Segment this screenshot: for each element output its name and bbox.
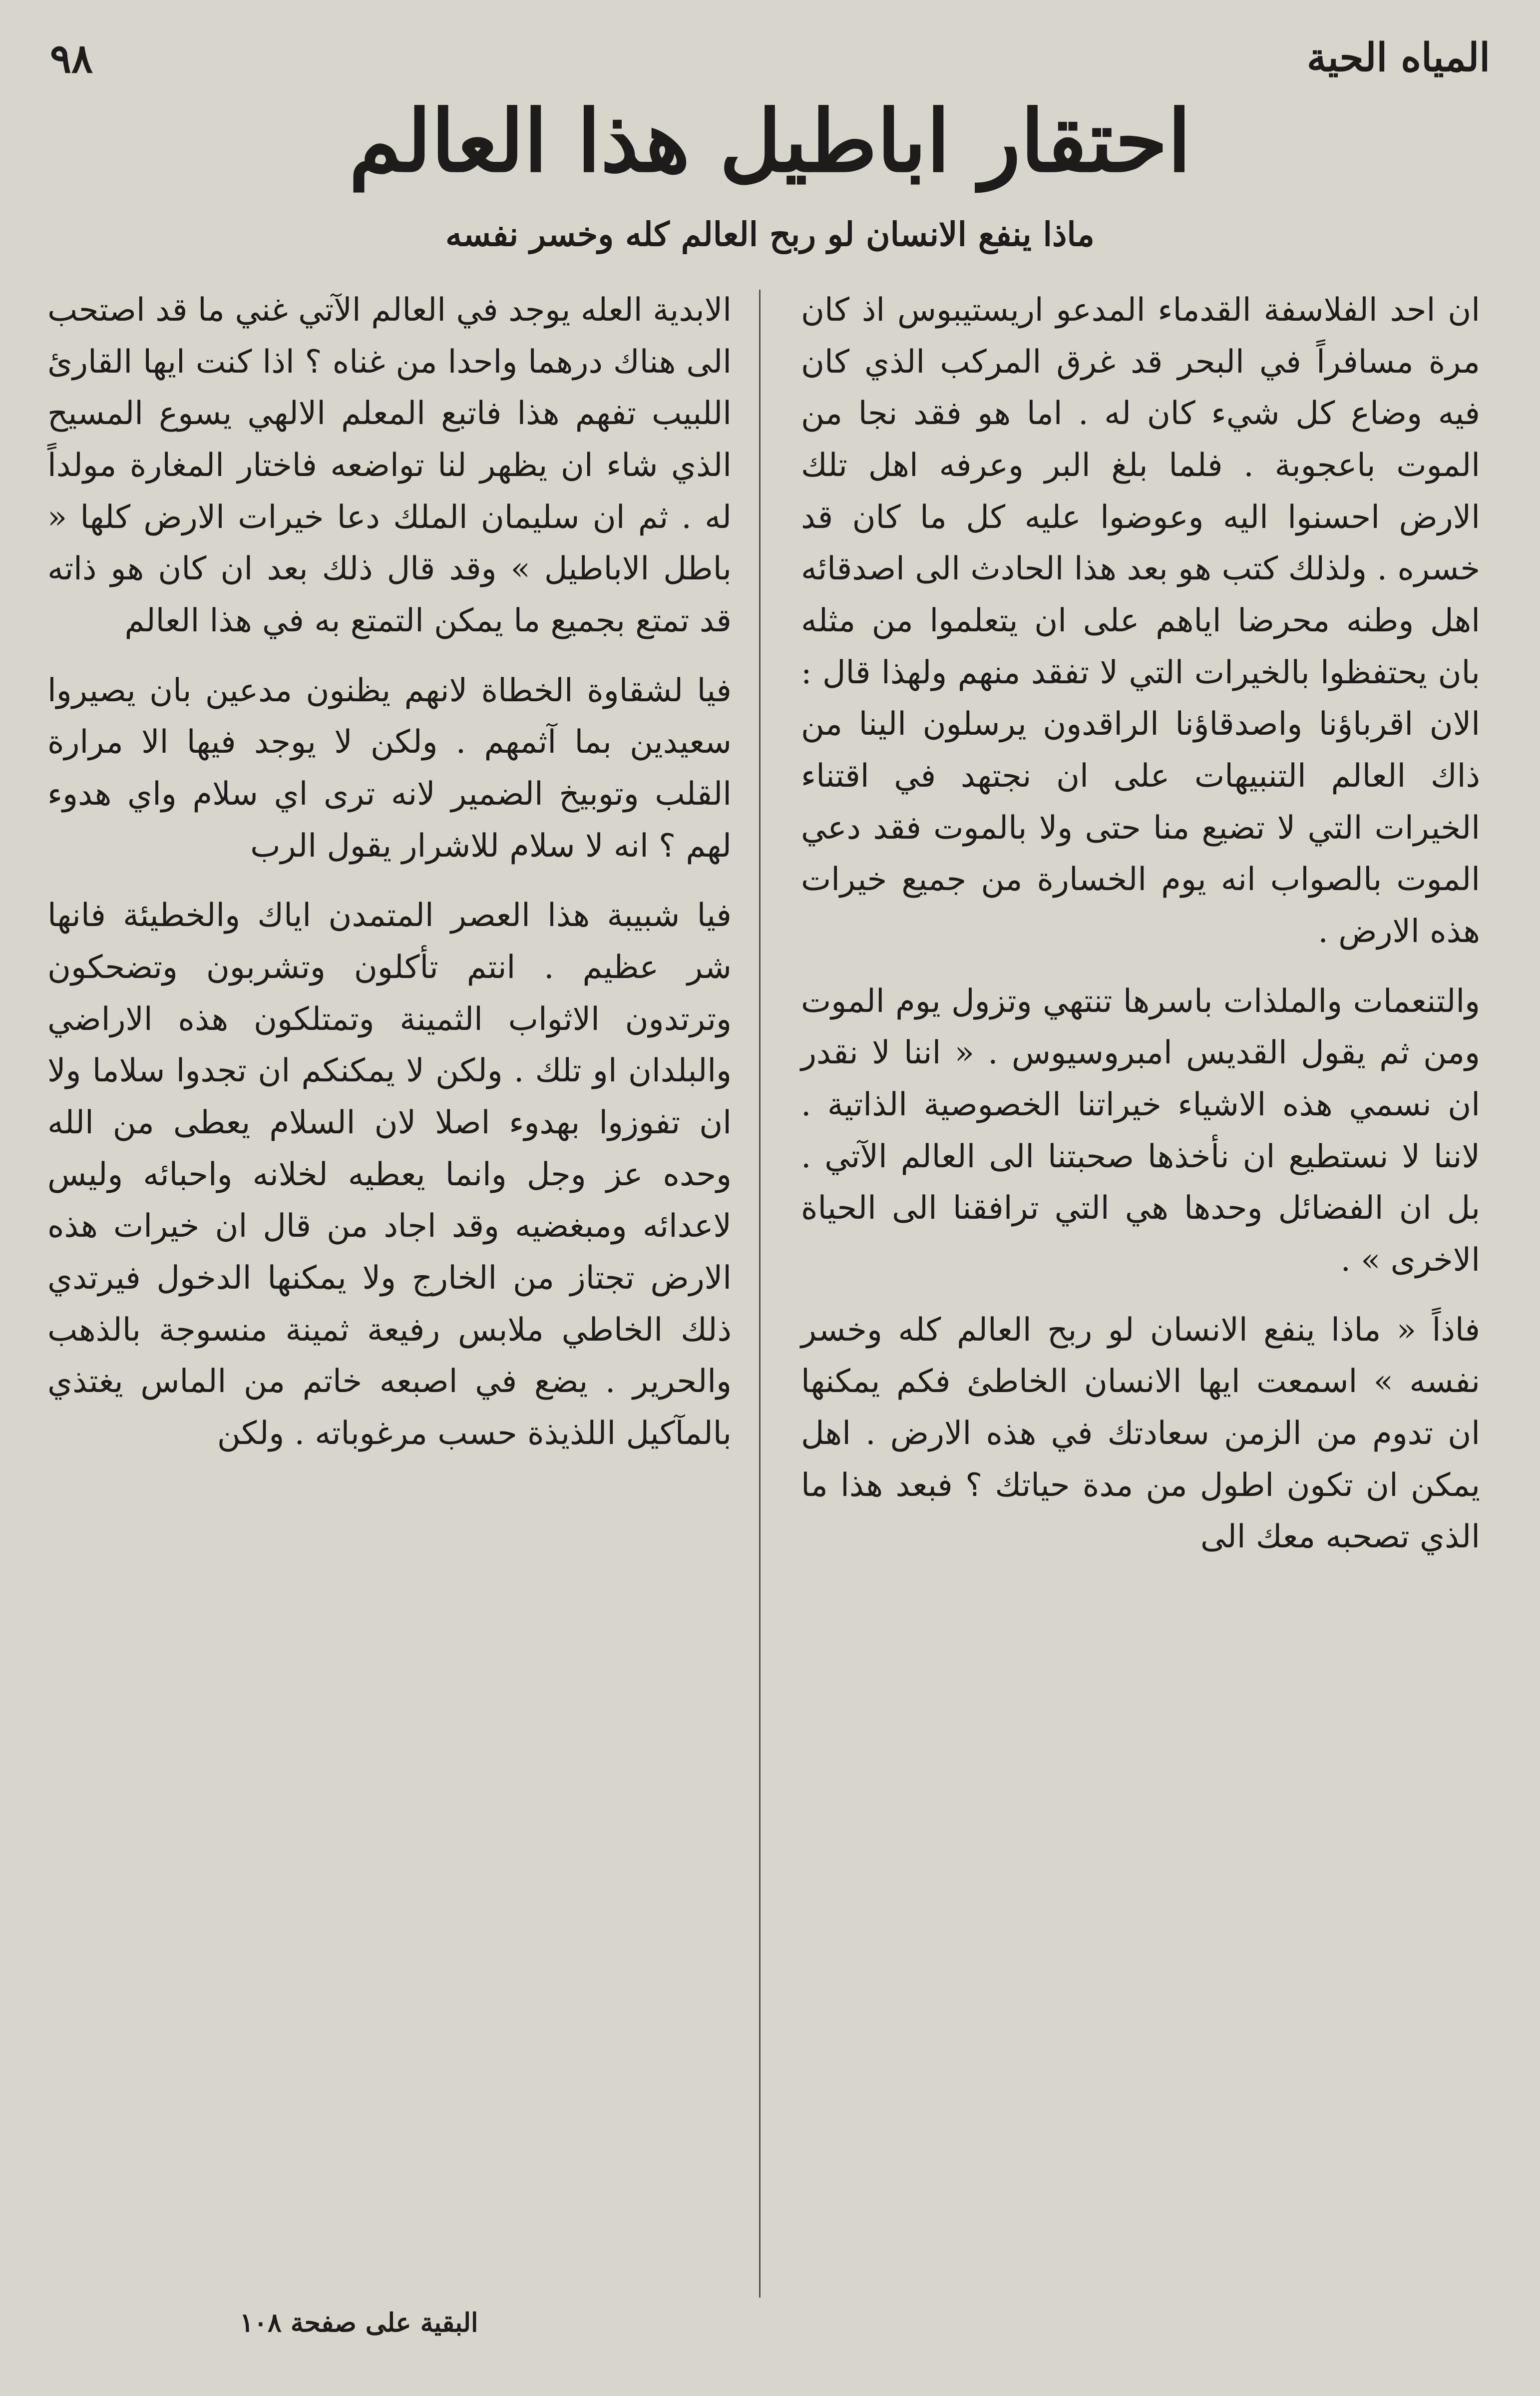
left-column xyxy=(47,285,732,1478)
paragraph: ان احد الفلاسفة القدماء المدعو اريستيبوس اذ كان مرة مسافراً في البحر قد غرق المركب الذي كان فيه وضاع كل شيء كان له . اما هو فقد نجا من الموت باعجوبة . فلما بلغ البر وعرفه اهل تلك الارض احسنوا اليه وعوضوا عليه كل ما كان قد خسره . ولذلك كتب هو بعد هذا الحادث الى اصدقائه اهل وطنه محرضا اياهم على ان يتعلموا من مثله بان يحتفظوا بالخيرات التي لا تفقد منهم ولهذا قال : الان اقرباؤنا واصدقاؤنا الراقدون يرسلون الينا من ذاك العالم التنبيهات على ان نجتهد في اقتناء الخيرات التي لا تضيع منا حتى ولا بالموت فقد دعي الموت بالصواب انه يوم الخسارة من جميع خيرات هذه الارض . xyxy=(801,292,1480,951)
journal-title: المياه الحية xyxy=(1307,35,1490,80)
right-column xyxy=(801,285,1480,1581)
article-title: احتقار اباطيل هذا العالم xyxy=(349,91,1191,191)
page-number: ٩٨ xyxy=(50,35,93,82)
article-subtitle: ماذا ينفع الانسان لو ربح العالم كله وخسر نفسه xyxy=(445,215,1095,254)
paragraph: الابدية العله يوجد في العالم الآتي غني ما قد اصتحب الى هناك درهما واحدا من غناه ؟ اذا كنت ايها القارئ اللبيب تفهم هذا فاتبع المعلم الالهي يسوع المسيح الذي شاء ان يظهر لنا تواضعه فاختار المغارة مولداً له . ثم ان سليمان الملك دعا خيرات الارض كلها « باطل الاباطيل » وقد قال ذلك بعد ان كان هو ذاته قد تمتع بجميع ما يمكن التمتع به في هذا العالم xyxy=(47,292,732,640)
page-header xyxy=(50,35,1490,85)
paragraph: فيا شبيبة هذا العصر المتمدن اياك والخطيئة فانها شر عظيم . انتم تأكلون وتشربون وتضحكون وترتدون الاثواب الثمينة وتمتلكون هذه الاراضي والبلدان او تلك . ولكن لا يمكنكم ان تجدوا سلاما ولا ان تفوزوا بهدوء اصلا لان السلام يعطى من الله وحده عز وجل وانما يعطيه لخلانه واحبائه وليس لاعدائه ومبغضيه وقد اجاد من قال ان خيرات هذه الارض تجتاز من الخارج ولا يمكنها الدخول فيرتدي ذلك الخاطي ملابس رفيعة ثمينة منسوجة بالذهب والحرير . يضع في اصبعه خاتم من الماس يغتذي بالمآكيل اللذيذة حسب مرغوباته . ولكن xyxy=(47,897,732,1452)
paragraph: فيا لشقاوة الخطاة لانهم يظنون مدعين بان يصيروا سعيدين بما آثمهم . ولكن لا يوجد فيها الا مرارة القلب وتوبيخ الضمير لانه ترى اي سلام واي هدوء لهم ؟ انه لا سلام للاشرار يقول الرب xyxy=(47,672,732,865)
paragraph: فاذاً « ماذا ينفع الانسان لو ربح العالم كله وخسر نفسه » اسمعت ايها الانسان الخاطئ فكم يمكنها ان تدوم من الزمن سعادتك في هذه الارض . اهل يمكن ان تكون اطول من مدة حياتك ؟ فبعد هذا ما الذي تصحبه معك الى xyxy=(801,1311,1481,1556)
continuation-note: البقية على صفحة ١٠٨ xyxy=(240,2308,478,2338)
paragraph: والتنعمات والملذات باسرها تنتهي وتزول يوم الموت ومن ثم يقول القديس امبروسيوس . « اننا لا نقدر ان نسمي هذه الاشياء خيراتنا الخصوصية الذاتية . لاننا لا نستطيع ان نأخذها صحبتنا الى العالم الآتي . بل ان الفضائل وحدها هي التي ترافقنا الى الحياة الاخرى » . xyxy=(801,982,1481,1279)
column-divider xyxy=(759,290,761,2298)
